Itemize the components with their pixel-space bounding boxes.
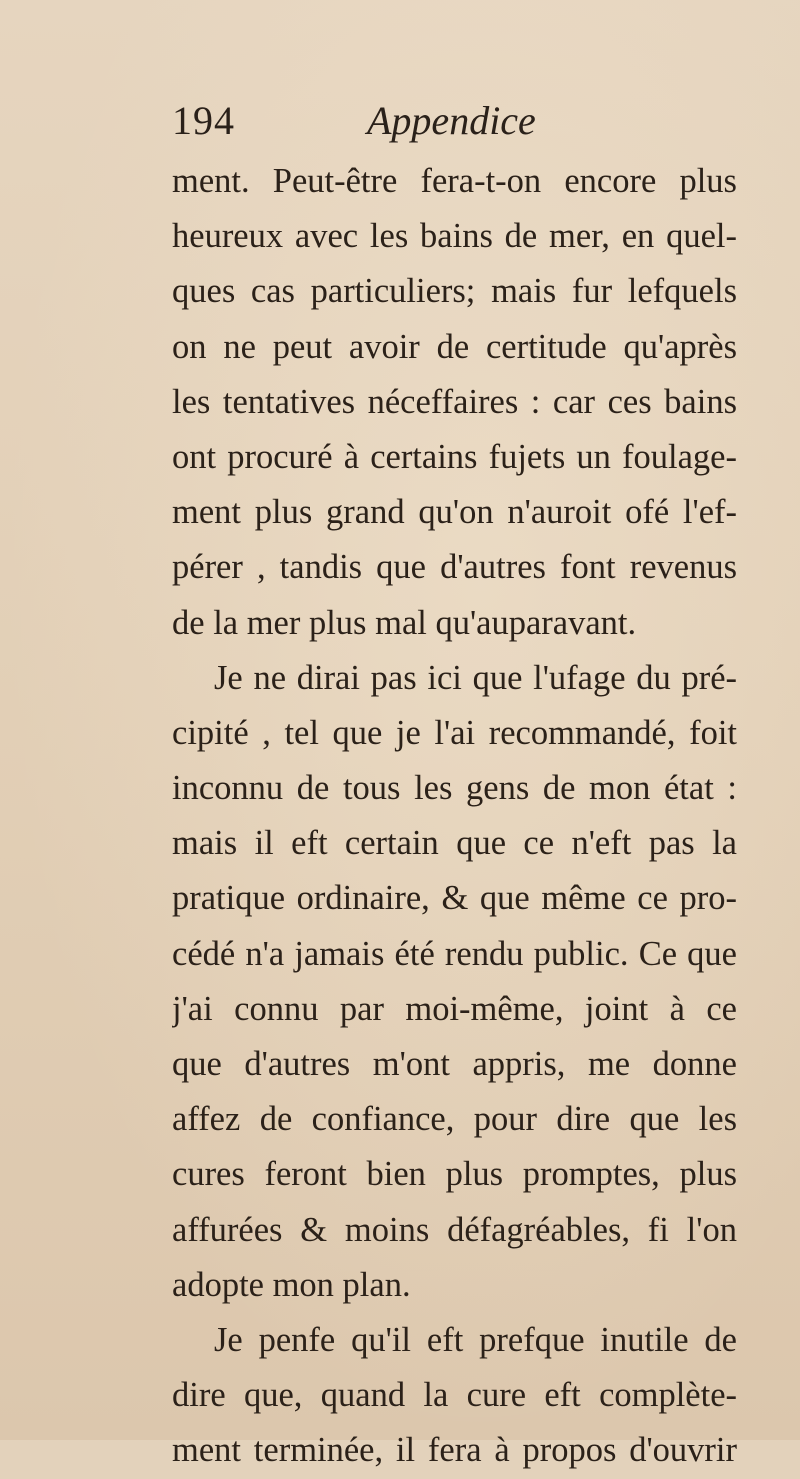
text-line: ment. Peut-être fera-t-on encore plus (172, 162, 737, 200)
text-line: dire que, quand la cure eft complète- (172, 1376, 737, 1415)
text-line: j'ai connu par moi-même, joint à ce (172, 989, 737, 1028)
running-title: Appendice (367, 98, 536, 143)
text-line: que d'autres m'ont appris, me donne (172, 1045, 737, 1083)
text-line: cures feront bien plus promptes, plus (172, 1155, 737, 1194)
text-line: affez de confiance, pour dire que les (172, 1100, 737, 1139)
text-line: inconnu de tous les gens de mon état : (172, 769, 737, 808)
text-line: on ne peut avoir de certitude qu'après (172, 327, 737, 366)
text-line: ques cas particuliers; mais fur lefquels (172, 272, 737, 311)
text-line: ment plus grand qu'on n'auroit ofé l'ef- (172, 493, 737, 532)
text-line: pérer , tandis que d'autres font revenus (172, 548, 737, 587)
text-line: les tentatives néceffaires : car ces bains (172, 382, 737, 421)
text-line: cédé n'a jamais été rendu public. Ce que (172, 934, 737, 973)
text-line: Je penfe qu'il eft prefque inutile de (214, 1320, 737, 1359)
page-number: 194 (172, 98, 235, 143)
running-head (172, 96, 732, 146)
text-line: ment terminée, il fera à propos d'ouvrir (172, 1431, 737, 1470)
text-line: mais il eft certain que ce n'eft pas la (172, 824, 737, 863)
body-text (172, 154, 737, 1479)
text-line: de la mer plus mal qu'auparavant. (172, 603, 637, 642)
text-line: heureux avec les bains de mer, en quel- (172, 217, 737, 256)
text-line: adopte mon plan. (172, 1265, 411, 1304)
text-line: ont procuré à certains fujets un foulage- (172, 437, 737, 476)
text-line: Je ne dirai pas ici que l'ufage du pré- (214, 658, 737, 697)
text-line: pratique ordinaire, & que même ce pro- (172, 879, 737, 918)
text-line: affurées & moins défagréables, fi l'on (172, 1210, 737, 1249)
text-line: cipité , tel que je l'ai recommandé, foit (172, 713, 737, 752)
